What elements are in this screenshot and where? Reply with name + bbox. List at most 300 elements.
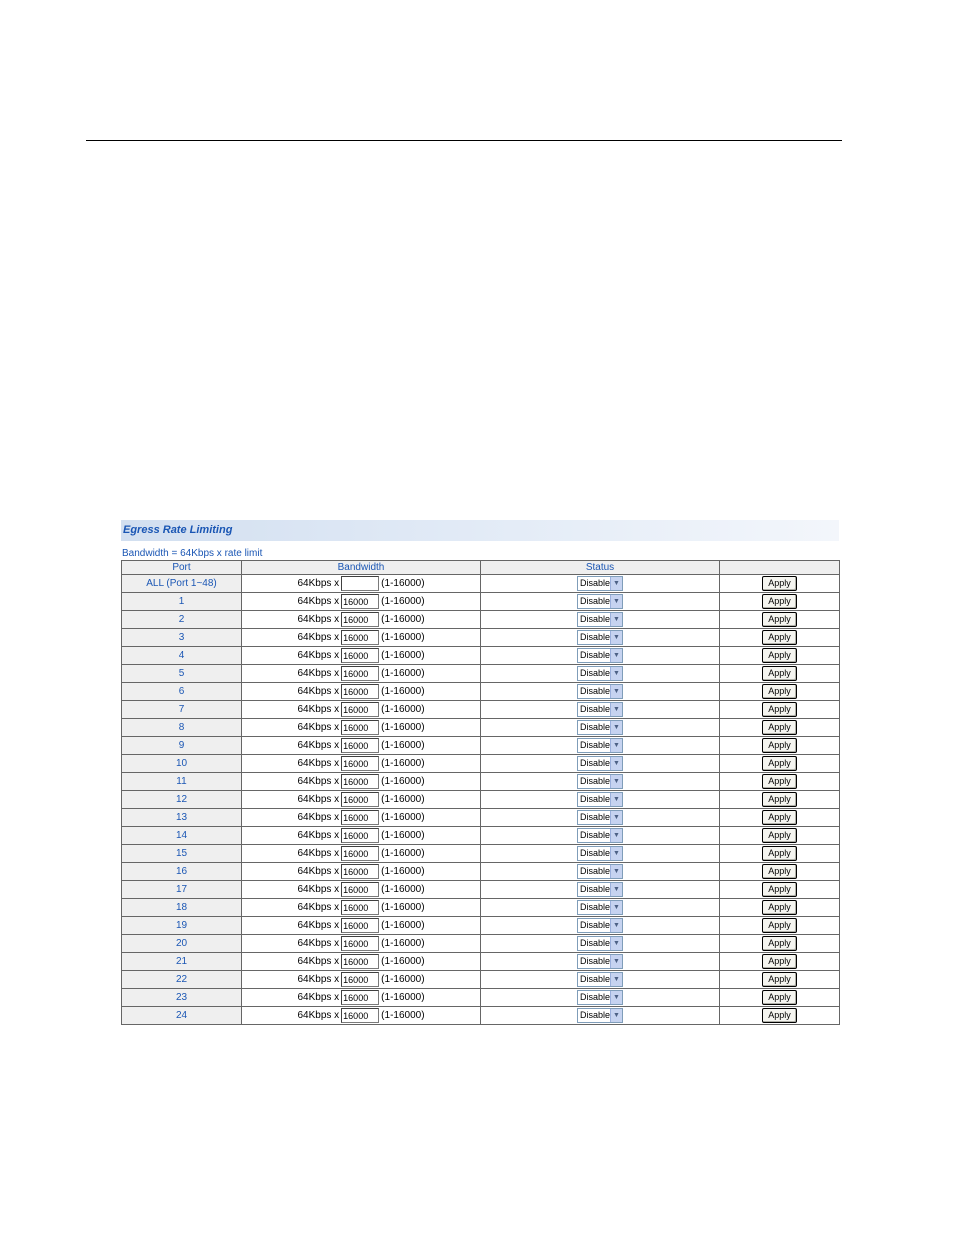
bandwidth-unit-label: 64Kbps x [297,704,340,716]
table-row [122,629,840,647]
chevron-down-icon[interactable]: ▼ [610,919,622,932]
table-header-row [122,561,840,575]
apply-cell [720,629,840,647]
chevron-down-icon[interactable]: ▼ [610,739,622,752]
status-cell [481,953,720,971]
header-action [720,561,840,575]
status-select-value: Disable [580,902,611,912]
apply-button[interactable]: Apply [762,774,797,789]
bandwidth-range-label: (1-16000) [381,776,425,788]
table-row [122,611,840,629]
status-select[interactable] [577,792,623,807]
apply-button[interactable]: Apply [762,756,797,771]
status-cell [481,611,720,629]
bandwidth-range-label: (1-16000) [381,1010,425,1022]
apply-cell [720,1007,840,1025]
bandwidth-cell [242,575,481,593]
apply-button[interactable]: Apply [762,594,797,609]
bandwidth-cell [242,899,481,917]
status-cell [481,755,720,773]
apply-button[interactable]: Apply [762,792,797,807]
status-select-value: Disable [580,758,611,768]
bandwidth-range-label: (1-16000) [381,596,425,608]
table-row [122,809,840,827]
status-select[interactable] [577,900,623,915]
apply-cell [720,755,840,773]
table-row [122,665,840,683]
status-select[interactable] [577,648,623,663]
status-select[interactable] [577,990,623,1005]
port-cell: ALL (Port 1~48) [122,575,242,593]
bandwidth-range-label: (1-16000) [381,686,425,698]
port-cell: 5 [122,665,242,683]
status-select-value: Disable [580,830,611,840]
table-row [122,737,840,755]
apply-cell [720,791,840,809]
status-select-value: Disable [580,596,611,606]
apply-cell [720,737,840,755]
bandwidth-unit-label: 64Kbps x [297,1010,340,1022]
table-row [122,683,840,701]
status-cell [481,971,720,989]
status-select-value: Disable [580,848,611,858]
status-cell [481,863,720,881]
bandwidth-range-label: (1-16000) [381,794,425,806]
status-select-value: Disable [580,686,611,696]
bandwidth-input[interactable] [341,954,379,969]
status-select-value: Disable [580,578,611,588]
apply-button[interactable]: Apply [762,1008,797,1023]
status-select[interactable] [577,918,623,933]
table-row [122,575,840,593]
bandwidth-range-label: (1-16000) [381,740,425,752]
status-select-value: Disable [580,632,611,642]
status-select[interactable] [577,756,623,771]
table-row [122,593,840,611]
apply-cell [720,719,840,737]
page-divider-line [86,140,842,141]
bandwidth-cell [242,755,481,773]
chevron-down-icon[interactable]: ▼ [610,775,622,788]
bandwidth-cell [242,647,481,665]
port-cell: 22 [122,971,242,989]
bandwidth-unit-label: 64Kbps x [297,578,340,590]
chevron-down-icon[interactable]: ▼ [610,649,622,662]
bandwidth-input[interactable] [341,684,379,699]
header-bandwidth: Bandwidth [242,561,481,575]
table-row [122,647,840,665]
apply-cell [720,989,840,1007]
status-cell [481,827,720,845]
bandwidth-input[interactable] [341,828,379,843]
bandwidth-input[interactable] [341,720,379,735]
bandwidth-range-label: (1-16000) [381,938,425,950]
apply-button[interactable]: Apply [762,702,797,717]
apply-cell [720,863,840,881]
bandwidth-unit-label: 64Kbps x [297,758,340,770]
bandwidth-input[interactable] [341,972,379,987]
status-select-value: Disable [580,866,611,876]
status-select[interactable] [577,1008,623,1023]
table-row [122,881,840,899]
apply-cell [720,683,840,701]
status-select[interactable] [577,594,623,609]
port-cell: 17 [122,881,242,899]
bandwidth-range-label: (1-16000) [381,902,425,914]
bandwidth-unit-label: 64Kbps x [297,830,340,842]
bandwidth-unit-label: 64Kbps x [297,668,340,680]
port-cell: 21 [122,953,242,971]
bandwidth-cell [242,719,481,737]
bandwidth-unit-label: 64Kbps x [297,614,340,626]
bandwidth-cell [242,953,481,971]
bandwidth-cell [242,989,481,1007]
port-cell: 15 [122,845,242,863]
apply-button[interactable]: Apply [762,576,797,591]
chevron-down-icon[interactable]: ▼ [610,811,622,824]
bandwidth-unit-label: 64Kbps x [297,848,340,860]
bandwidth-range-label: (1-16000) [381,866,425,878]
status-select-value: Disable [580,740,611,750]
bandwidth-cell [242,773,481,791]
status-cell [481,773,720,791]
bandwidth-input[interactable] [341,774,379,789]
status-select[interactable] [577,630,623,645]
bandwidth-range-label: (1-16000) [381,704,425,716]
port-cell: 8 [122,719,242,737]
bandwidth-unit-label: 64Kbps x [297,866,340,878]
bandwidth-unit-label: 64Kbps x [297,956,340,968]
status-select-value: Disable [580,812,611,822]
port-cell: 11 [122,773,242,791]
status-cell [481,989,720,1007]
bandwidth-range-label: (1-16000) [381,884,425,896]
bandwidth-cell [242,593,481,611]
apply-button[interactable]: Apply [762,810,797,825]
bandwidth-unit-label: 64Kbps x [297,794,340,806]
apply-cell [720,809,840,827]
bandwidth-cell [242,665,481,683]
table-row [122,701,840,719]
apply-button[interactable]: Apply [762,882,797,897]
status-select-value: Disable [580,794,611,804]
chevron-down-icon[interactable]: ▼ [610,667,622,680]
status-cell [481,809,720,827]
status-cell [481,917,720,935]
status-cell [481,935,720,953]
bandwidth-input[interactable] [341,900,379,915]
bandwidth-input[interactable] [341,882,379,897]
table-row [122,899,840,917]
apply-button[interactable]: Apply [762,900,797,915]
table-row [122,917,840,935]
bandwidth-unit-label: 64Kbps x [297,974,340,986]
apply-button[interactable]: Apply [762,666,797,681]
status-cell [481,719,720,737]
apply-cell [720,881,840,899]
status-cell [481,791,720,809]
bandwidth-cell [242,845,481,863]
status-cell [481,881,720,899]
apply-button[interactable]: Apply [762,936,797,951]
status-select[interactable] [577,810,623,825]
bandwidth-input[interactable] [341,648,379,663]
bandwidth-cell [242,827,481,845]
bandwidth-range-label: (1-16000) [381,758,425,770]
bandwidth-cell [242,611,481,629]
port-cell: 14 [122,827,242,845]
bandwidth-range-label: (1-16000) [381,848,425,860]
apply-cell [720,971,840,989]
bandwidth-input[interactable] [341,918,379,933]
bandwidth-range-label: (1-16000) [381,830,425,842]
bandwidth-cell [242,737,481,755]
status-select[interactable] [577,666,623,681]
apply-button[interactable]: Apply [762,630,797,645]
bandwidth-input[interactable] [341,612,379,627]
bandwidth-cell [242,809,481,827]
bandwidth-cell [242,1007,481,1025]
status-cell [481,683,720,701]
chevron-down-icon[interactable]: ▼ [610,577,622,590]
table-row [122,773,840,791]
header-port: Port [122,561,242,575]
status-select[interactable] [577,864,623,879]
egress-rate-limiting-panel [121,520,839,1025]
chevron-down-icon[interactable]: ▼ [610,955,622,968]
bandwidth-cell [242,863,481,881]
port-cell: 16 [122,863,242,881]
bandwidth-input[interactable] [341,792,379,807]
bandwidth-cell [242,683,481,701]
port-cell: 3 [122,629,242,647]
status-select-value: Disable [580,992,611,1002]
port-cell: 24 [122,1007,242,1025]
apply-button[interactable]: Apply [762,954,797,969]
apply-button[interactable]: Apply [762,918,797,933]
chevron-down-icon[interactable]: ▼ [610,865,622,878]
apply-cell [720,701,840,719]
apply-cell [720,917,840,935]
chevron-down-icon[interactable]: ▼ [610,793,622,806]
chevron-down-icon[interactable]: ▼ [610,757,622,770]
port-cell: 18 [122,899,242,917]
status-cell [481,899,720,917]
bandwidth-input[interactable] [341,702,379,717]
bandwidth-input[interactable] [341,576,379,591]
status-cell [481,701,720,719]
bandwidth-unit-label: 64Kbps x [297,920,340,932]
table-row [122,989,840,1007]
status-cell [481,665,720,683]
bandwidth-range-label: (1-16000) [381,992,425,1004]
chevron-down-icon[interactable]: ▼ [610,829,622,842]
bandwidth-input[interactable] [341,846,379,861]
apply-button[interactable]: Apply [762,684,797,699]
chevron-down-icon[interactable]: ▼ [610,991,622,1004]
bandwidth-input[interactable] [341,666,379,681]
chevron-down-icon[interactable]: ▼ [610,847,622,860]
chevron-down-icon[interactable]: ▼ [610,973,622,986]
bandwidth-cell [242,629,481,647]
bandwidth-unit-label: 64Kbps x [297,884,340,896]
bandwidth-unit-label: 64Kbps x [297,776,340,788]
apply-button[interactable]: Apply [762,846,797,861]
status-select[interactable] [577,720,623,735]
table-row [122,719,840,737]
port-cell: 9 [122,737,242,755]
port-cell: 4 [122,647,242,665]
header-status: Status [481,561,720,575]
status-cell [481,647,720,665]
bandwidth-cell [242,881,481,899]
bandwidth-cell [242,935,481,953]
status-select[interactable] [577,684,623,699]
chevron-down-icon[interactable]: ▼ [610,595,622,608]
status-select-value: Disable [580,956,611,966]
bandwidth-input[interactable] [341,756,379,771]
bandwidth-input[interactable] [341,1008,379,1023]
table-row [122,827,840,845]
apply-cell [720,773,840,791]
bandwidth-cell [242,971,481,989]
bandwidth-input[interactable] [341,738,379,753]
port-cell: 12 [122,791,242,809]
rate-limit-table [121,560,840,1025]
table-row [122,971,840,989]
bandwidth-range-label: (1-16000) [381,812,425,824]
status-select-value: Disable [580,668,611,678]
bandwidth-range-label: (1-16000) [381,956,425,968]
apply-cell [720,647,840,665]
table-row [122,935,840,953]
apply-button[interactable]: Apply [762,648,797,663]
apply-button[interactable]: Apply [762,990,797,1005]
status-select-value: Disable [580,1010,611,1020]
panel-title: Egress Rate Limiting [121,520,839,541]
apply-cell [720,827,840,845]
bandwidth-formula-note: Bandwidth = 64Kbps x rate limit [122,548,263,559]
port-cell: 7 [122,701,242,719]
apply-button[interactable]: Apply [762,738,797,753]
bandwidth-input[interactable] [341,594,379,609]
status-select[interactable] [577,612,623,627]
bandwidth-unit-label: 64Kbps x [297,596,340,608]
status-cell [481,845,720,863]
chevron-down-icon[interactable]: ▼ [610,685,622,698]
status-cell [481,629,720,647]
apply-cell [720,935,840,953]
bandwidth-input[interactable] [341,630,379,645]
port-cell: 23 [122,989,242,1007]
chevron-down-icon[interactable]: ▼ [610,883,622,896]
status-select-value: Disable [580,614,611,624]
bandwidth-unit-label: 64Kbps x [297,722,340,734]
bandwidth-range-label: (1-16000) [381,578,425,590]
chevron-down-icon[interactable]: ▼ [610,631,622,644]
apply-button[interactable]: Apply [762,720,797,735]
status-select[interactable] [577,828,623,843]
bandwidth-range-label: (1-16000) [381,668,425,680]
table-row [122,755,840,773]
bandwidth-input[interactable] [341,810,379,825]
bandwidth-cell [242,701,481,719]
status-select-value: Disable [580,974,611,984]
status-select[interactable] [577,702,623,717]
chevron-down-icon[interactable]: ▼ [610,703,622,716]
apply-button[interactable]: Apply [762,612,797,627]
bandwidth-range-label: (1-16000) [381,614,425,626]
status-select-value: Disable [580,920,611,930]
bandwidth-input[interactable] [341,864,379,879]
bandwidth-unit-label: 64Kbps x [297,740,340,752]
bandwidth-range-label: (1-16000) [381,722,425,734]
status-select[interactable] [577,882,623,897]
apply-cell [720,665,840,683]
status-select-value: Disable [580,776,611,786]
bandwidth-unit-label: 64Kbps x [297,650,340,662]
port-cell: 19 [122,917,242,935]
status-select[interactable] [577,972,623,987]
chevron-down-icon[interactable]: ▼ [610,937,622,950]
apply-button[interactable]: Apply [762,972,797,987]
bandwidth-range-label: (1-16000) [381,920,425,932]
table-row [122,1007,840,1025]
apply-cell [720,575,840,593]
table-row [122,863,840,881]
status-select[interactable] [577,774,623,789]
chevron-down-icon[interactable]: ▼ [610,721,622,734]
apply-cell [720,953,840,971]
status-select-value: Disable [580,650,611,660]
port-cell: 6 [122,683,242,701]
apply-button[interactable]: Apply [762,828,797,843]
bandwidth-unit-label: 64Kbps x [297,632,340,644]
chevron-down-icon[interactable]: ▼ [610,1009,622,1022]
port-cell: 10 [122,755,242,773]
bandwidth-input[interactable] [341,990,379,1005]
status-select[interactable] [577,954,623,969]
apply-cell [720,845,840,863]
table-row [122,953,840,971]
status-select[interactable] [577,576,623,591]
apply-button[interactable]: Apply [762,864,797,879]
bandwidth-cell [242,791,481,809]
bandwidth-unit-label: 64Kbps x [297,686,340,698]
bandwidth-unit-label: 64Kbps x [297,938,340,950]
chevron-down-icon[interactable]: ▼ [610,901,622,914]
bandwidth-range-label: (1-16000) [381,650,425,662]
status-cell [481,737,720,755]
status-select[interactable] [577,738,623,753]
status-select-value: Disable [580,938,611,948]
status-cell [481,593,720,611]
bandwidth-cell [242,917,481,935]
status-cell [481,1007,720,1025]
port-cell: 1 [122,593,242,611]
status-select[interactable] [577,936,623,951]
status-cell [481,575,720,593]
port-cell: 13 [122,809,242,827]
apply-cell [720,611,840,629]
status-select-value: Disable [580,704,611,714]
status-select[interactable] [577,846,623,861]
apply-cell [720,899,840,917]
table-row [122,791,840,809]
bandwidth-unit-label: 64Kbps x [297,992,340,1004]
chevron-down-icon[interactable]: ▼ [610,613,622,626]
bandwidth-input[interactable] [341,936,379,951]
